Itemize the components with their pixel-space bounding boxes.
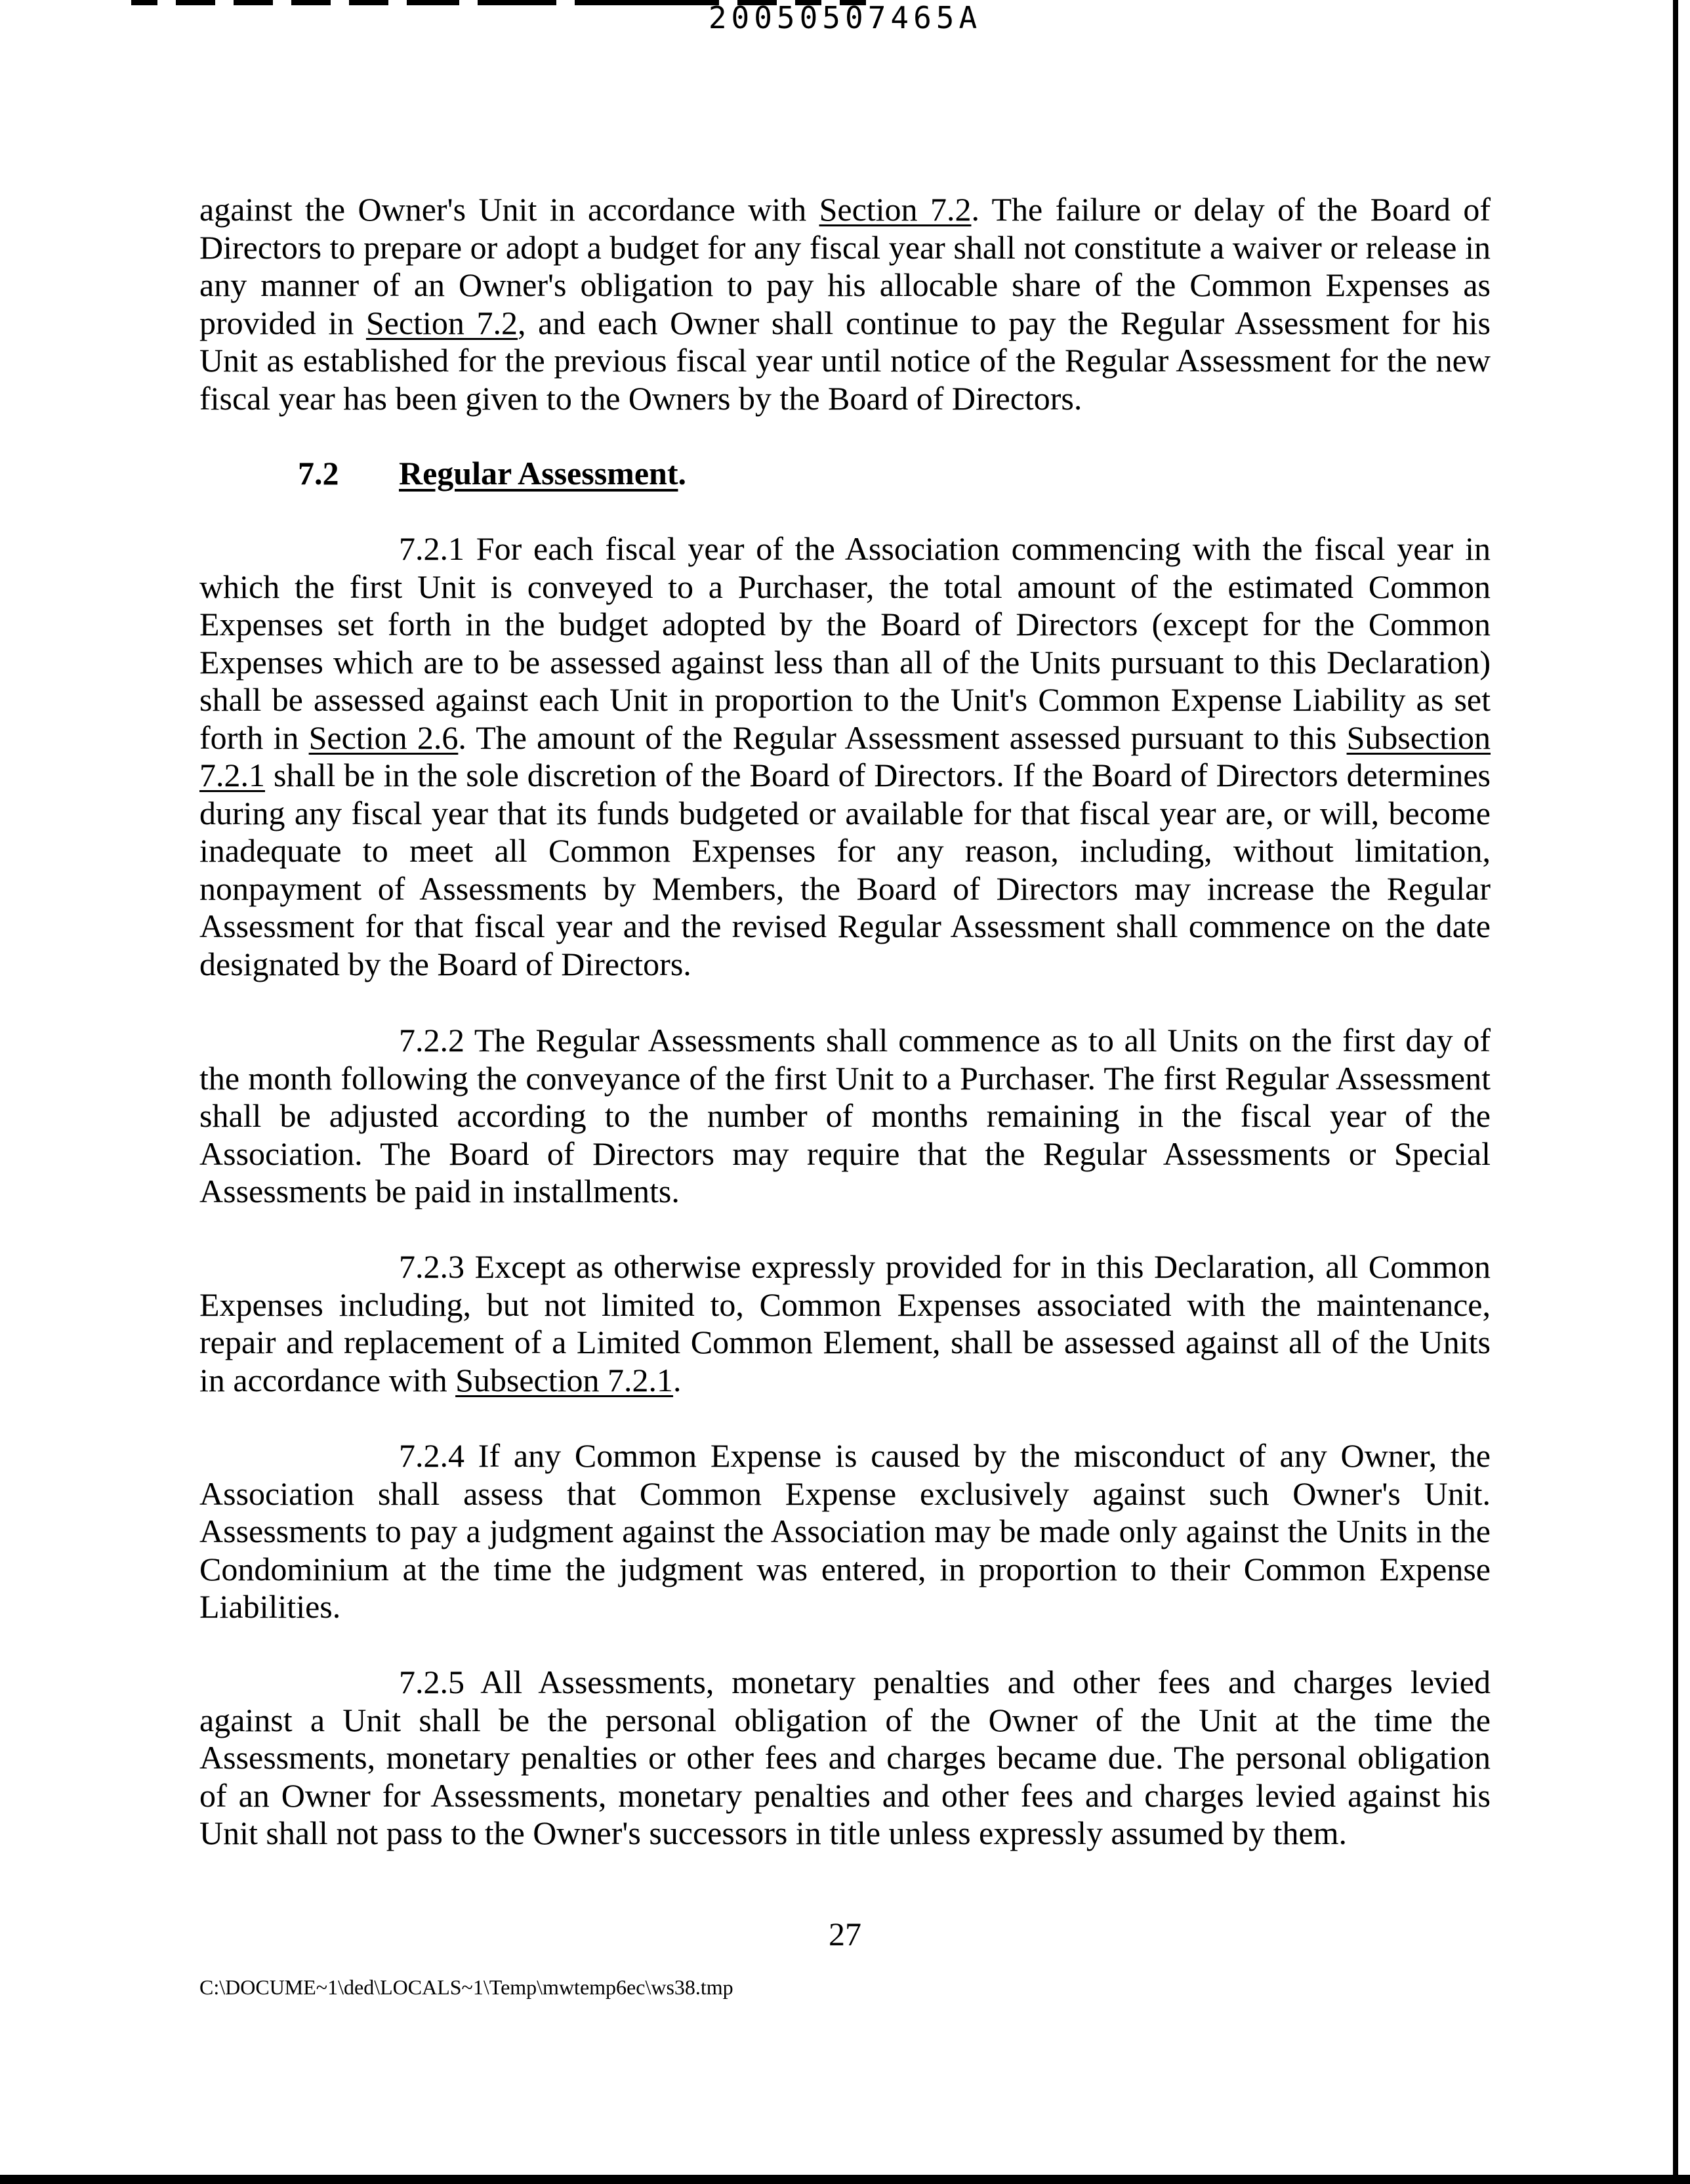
heading-period: . xyxy=(678,455,686,492)
document-number-stamp: 20050507465A xyxy=(708,0,982,35)
section-reference: Section 2.6 xyxy=(308,719,459,756)
subsection-7-2-5 xyxy=(199,1664,1491,1853)
text-run: . xyxy=(673,1361,682,1398)
text-run: shall be in the sole discretion of the Board of Directors. If the Board of Directors determines during any fiscal year that its funds budgeted or available for that fiscal year are, or will, become inadequate to meet all Common Expenses for any reason, including, without limitation, nonpayment of Assessments by Members, the Board of Directors may increase the Regular Assessment for that fiscal year and the revised Regular Assessment shall commence on the date designated by the Board of Directors. xyxy=(199,757,1491,982)
text-run: against the Owner's Unit in accordance with xyxy=(199,191,819,228)
subsection-7-2-1 xyxy=(199,530,1491,983)
subsection-text: 7.2.5 All Assessments, monetary penalties and other fees and charges levied against a Unit shall be the personal obligation of the Owner of the Unit at the time the Assessments, monetary penalties or other fees and charges became due. The personal obligation of an Owner for Assessments, monetary penalties and other fees and charges levied against his Unit shall not pass to the Owner's successors in title unless expressly assumed by them. xyxy=(199,1664,1491,1851)
scan-border-bottom xyxy=(0,2175,1690,2184)
text-run: . The failure or delay of the Board of Directors to prepare or adopt a budget for any fiscal year shall not constitute a waiver or release in any manner of an Owner's obligation to pay his allocable share of the Common Expenses as provided in xyxy=(199,191,1491,341)
paragraph-budget-continuation xyxy=(199,191,1491,417)
section-reference: Section 7.2 xyxy=(365,304,518,341)
text-run: 7.2.3 Except as otherwise expressly provided for in this Declaration, all Common Expenses including, but not limited to, Common Expenses associated with the maintenance, repair and replacement of a Limited Common Element, shall be assessed against all of the Units in accordance with xyxy=(199,1248,1491,1398)
scan-border-right xyxy=(1673,0,1678,2184)
subsection-text: 7.2.2 The Regular Assessments shall commence as to all Units on the first day of the month following the conveyance of the first Unit to a Purchaser. The first Regular Assessment shall be adjusted according to the number of months remaining in the fiscal year of the Association. The Board of Directors may require that the Regular Assessments or Special Assessments be paid in installments. xyxy=(199,1022,1491,1209)
section-reference: Subsection 7.2.1 xyxy=(455,1361,674,1398)
file-path-footer: C:\DOCUME~1\ded\LOCALS~1\Temp\mwtemp6ec\ws38.tmp xyxy=(199,1975,733,1999)
text-run: 7.2.1 For each fiscal year of the Association commencing with the fiscal year in which the first Unit is conveyed to a Purchaser, the total amount of the estimated Common Expenses set forth in the budget adopted by the Board of Directors (except for the Common Expenses which are to be assessed against less than all of the Units pursuant to this Declaration) shall be assessed against each Unit in proportion to the Unit's Common Expense Liability as set forth in xyxy=(199,530,1491,756)
section-number: 7.2 xyxy=(298,455,339,492)
section-heading xyxy=(298,455,1589,493)
subsection-7-2-4 xyxy=(199,1437,1491,1626)
page-number: 27 xyxy=(829,1916,861,1952)
section-reference: Section 7.2 xyxy=(819,191,972,228)
subsection-text: 7.2.4 If any Common Expense is caused by the misconduct of any Owner, the Association shall assess that Common Expense exclusively against such Owner's Unit. Assessments to pay a judgment against the Association may be made only against the Units in the Condominium at the time the judgment was entered, in proportion to their Common Expense Liabilities. xyxy=(199,1437,1491,1625)
text-run: , and each Owner shall continue to pay the Regular Assessment for his Unit as established for the previous fiscal year until notice of the Regular Assessment for the new fiscal year has been given to the Owners by the Board of Directors. xyxy=(199,304,1491,417)
section-reference: Subsection 7.2.1 xyxy=(199,719,1491,793)
text-run: . The amount of the Regular Assessment assessed pursuant to this xyxy=(458,719,1347,756)
section-title: Regular Assessment xyxy=(399,455,678,492)
subsection-7-2-2 xyxy=(199,1022,1491,1211)
subsection-7-2-3 xyxy=(199,1248,1491,1399)
